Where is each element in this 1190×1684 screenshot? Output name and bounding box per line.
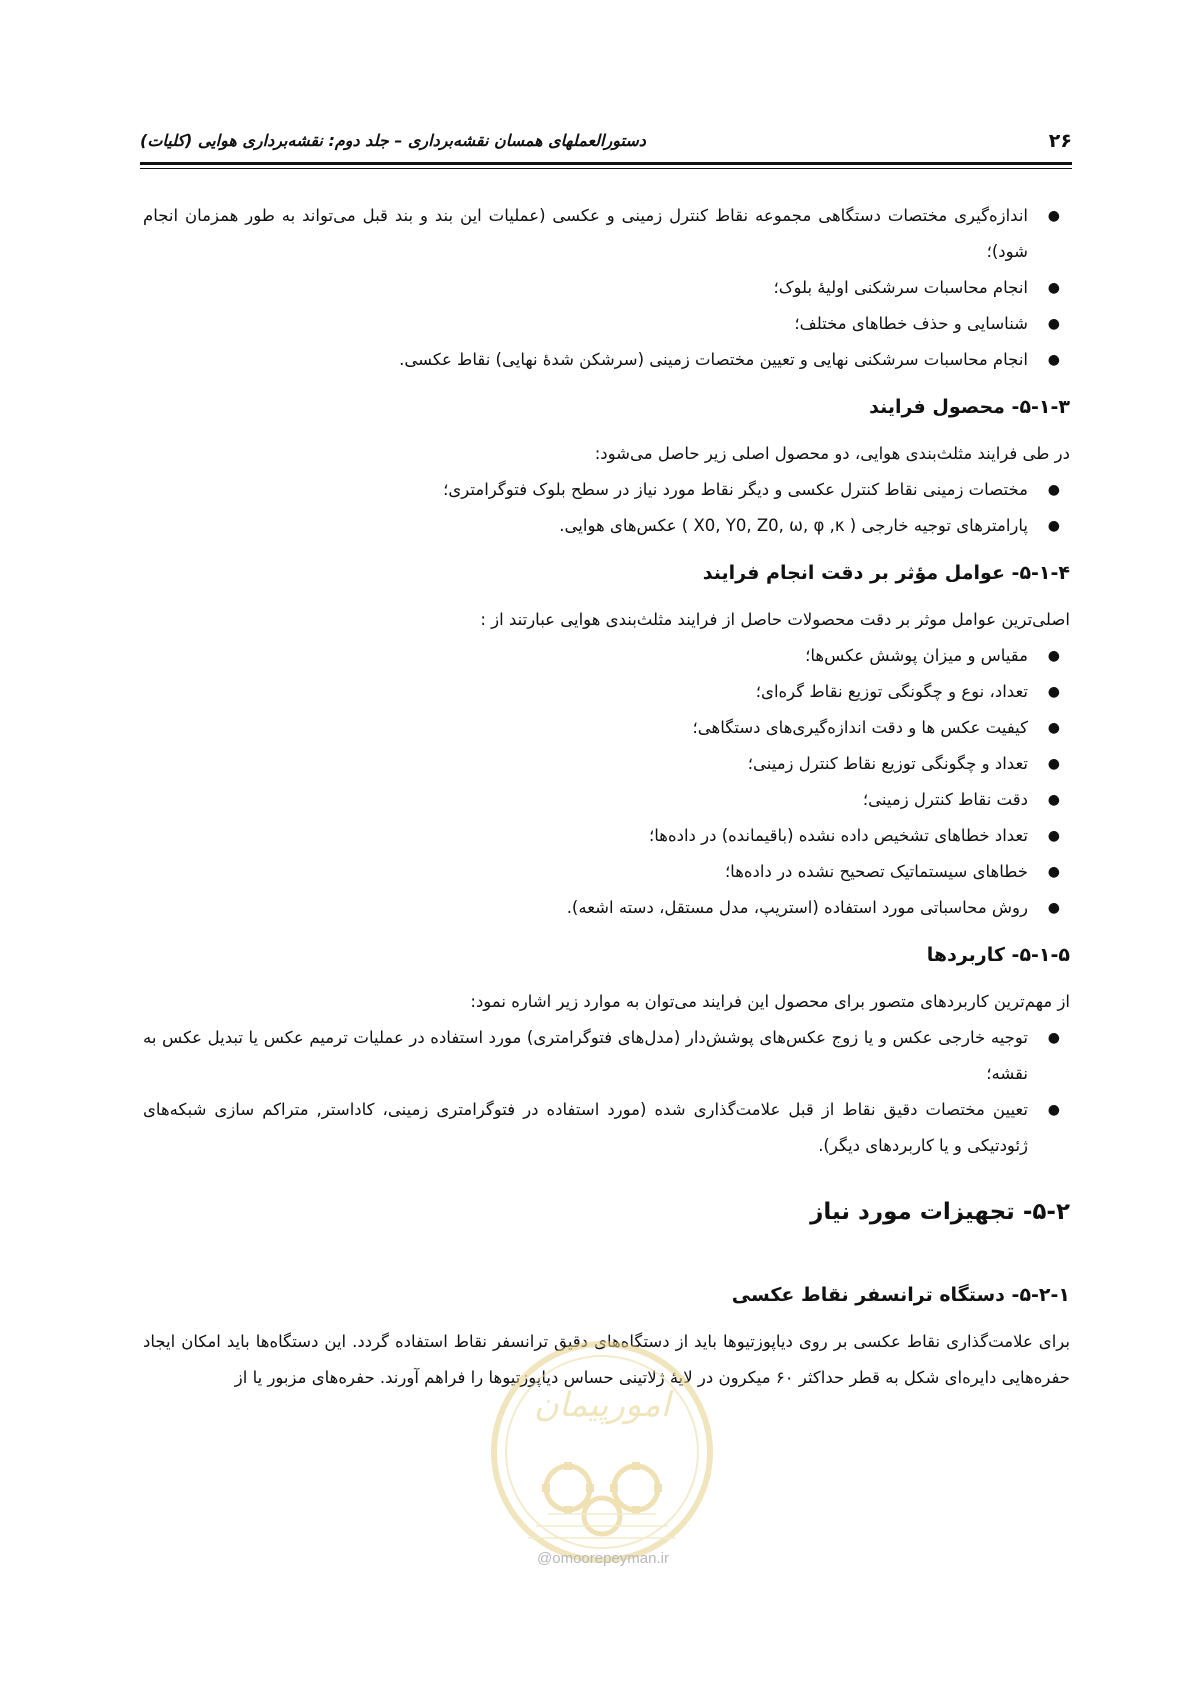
section-heading-5-1-5: ۵-۱-۵- کاربردها	[926, 944, 1070, 966]
product-bullet-list	[143, 472, 1070, 544]
bullet-icon: ●	[1047, 280, 1060, 296]
header-rule-thick	[140, 162, 1072, 165]
list-item: ● اندازه‌گیری مختصات دستگاهی مجموعه نقاط کنترل زمینی و عکسی (عملیات این بند و بند قبل می‌تواند به طور همزمان انجام شود)؛	[143, 198, 1070, 270]
list-item: ● انجام محاسبات سرشکنی نهایی و تعیین مختصات زمینی (سرشکن شدهٔ نهایی) نقاط عکسی.	[143, 342, 1070, 378]
section-paragraph: برای علامت‌گذاری نقاط عکسی بر روی دیاپوزتیوها باید از دستگاه‌های دقیق ترانسفر نقاط استفاده گردد. این دستگاه‌ها باید امکان ایجاد حفره‌هایی دایره‌ای شکل به قطر حداکثر ۶۰ میکرون در لایهٔ ژلاتینی حساس دیاپوزتیوها را فراهم آورند. حفره‌های مزبور یا از	[143, 1332, 1070, 1387]
list-item: ● انجام محاسبات سرشکنی اولیهٔ بلوک؛	[143, 270, 1070, 306]
list-item: ● تعداد و چگونگی توزیع نقاط کنترل زمینی؛	[143, 746, 1070, 782]
bullet-icon: ●	[1047, 518, 1060, 534]
section-paragraph: از مهم‌ترین کاربردهای متصور برای محصول این فرایند می‌توان به موارد زیر اشاره نمود:	[470, 992, 1070, 1011]
bullet-icon: ●	[1047, 684, 1060, 700]
svg-text:امورپیمان: امورپیمان	[533, 1385, 671, 1425]
bullet-icon: ●	[1047, 352, 1060, 368]
bullet-icon: ●	[1047, 864, 1060, 880]
list-item: ● تعیین مختصات دقیق نقاط از قبل علامت‌گذاری شده (مورد استفاده در فتوگرامتری زمینی، کاداستر, متراکم سازی شبکه‌های ژئودتیکی و یا کاربردهای دیگر).	[143, 1092, 1070, 1164]
header-rule-thin	[140, 168, 1072, 169]
list-item: ● مختصات زمینی نقاط کنترل عکسی و دیگر نقاط مورد نیاز در سطح بلوک فتوگرامتری؛	[143, 472, 1070, 508]
bullet-icon: ●	[1047, 648, 1060, 664]
page-number: ۲۶	[1048, 130, 1072, 152]
bullet-icon: ●	[1047, 208, 1060, 224]
list-item: ● مقیاس و میزان پوشش عکس‌ها؛	[143, 638, 1070, 674]
section-heading-5-1-3: ۵-۱-۳- محصول فرایند	[869, 396, 1070, 418]
bullet-icon: ●	[1047, 828, 1060, 844]
factors-bullet-list	[143, 638, 1070, 926]
bullet-icon: ●	[1047, 316, 1060, 332]
list-item: ● روش محاسباتی مورد استفاده (استریپ، مدل مستقل، دسته اشعه).	[143, 890, 1070, 926]
list-item: ● تعداد خطاهای تشخیص داده نشده (باقیمانده) در داده‌ها؛	[143, 818, 1070, 854]
list-item: ● پارامترهای توجیه خارجی ( X0, Y0, Z0, ω, φ ,κ ) عکس‌های هوایی.	[143, 508, 1070, 544]
bullet-icon: ●	[1047, 756, 1060, 772]
running-title: دستورالعملهای همسان نقشه‌برداری – جلد دوم: نقشه‌برداری هوایی (کلیات)	[140, 131, 646, 150]
list-item: ● کیفیت عکس ها و دقت اندازه‌گیری‌های دستگاهی؛	[143, 710, 1070, 746]
intro-bullet-list	[143, 198, 1070, 378]
bullet-icon: ●	[1047, 482, 1060, 498]
watermark-url: @omoorepeyman.ir	[537, 1550, 669, 1567]
bullet-icon: ●	[1047, 900, 1060, 916]
section-heading-5-1-4: ۵-۱-۴- عوامل مؤثر بر دقت انجام فرایند	[702, 562, 1070, 584]
page-body	[143, 198, 1070, 1396]
list-item: ● شناسایی و حذف خطاهای مختلف؛	[143, 306, 1070, 342]
page-header	[140, 128, 1072, 158]
list-item: ● تعداد، نوع و چگونگی توزیع نقاط گره‌ای؛	[143, 674, 1070, 710]
section-heading-5-2: ۵-۲- تجهیزات مورد نیاز	[810, 1199, 1070, 1225]
bullet-icon: ●	[1047, 1102, 1060, 1118]
section-paragraph: اصلی‌ترین عوامل موثر بر دقت محصولات حاصل از فرایند مثلث‌بندی هوایی عبارتند از :	[480, 610, 1070, 629]
bullet-icon: ●	[1047, 720, 1060, 736]
list-item: ● توجیه خارجی عکس و یا زوج عکس‌های پوشش‌دار (مدل‌های فتوگرامتری) مورد استفاده در عملیات ترمیم عکس یا تبدیل عکس به نقشه؛	[143, 1020, 1070, 1092]
applications-bullet-list	[143, 1020, 1070, 1164]
list-item: ● دقت نقاط کنترل زمینی؛	[143, 782, 1070, 818]
bullet-icon: ●	[1047, 792, 1060, 808]
list-item: ● خطاهای سیستماتیک تصحیح نشده در داده‌ها؛	[143, 854, 1070, 890]
omoorepeyman-logo-watermark	[488, 1338, 716, 1566]
section-paragraph: در طی فرایند مثلث‌بندی هوایی، دو محصول اصلی زیر حاصل می‌شود:	[594, 444, 1070, 463]
section-heading-5-2-1: ۵-۲-۱- دستگاه ترانسفر نقاط عکسی	[731, 1284, 1070, 1306]
bullet-icon: ●	[1047, 1030, 1060, 1046]
